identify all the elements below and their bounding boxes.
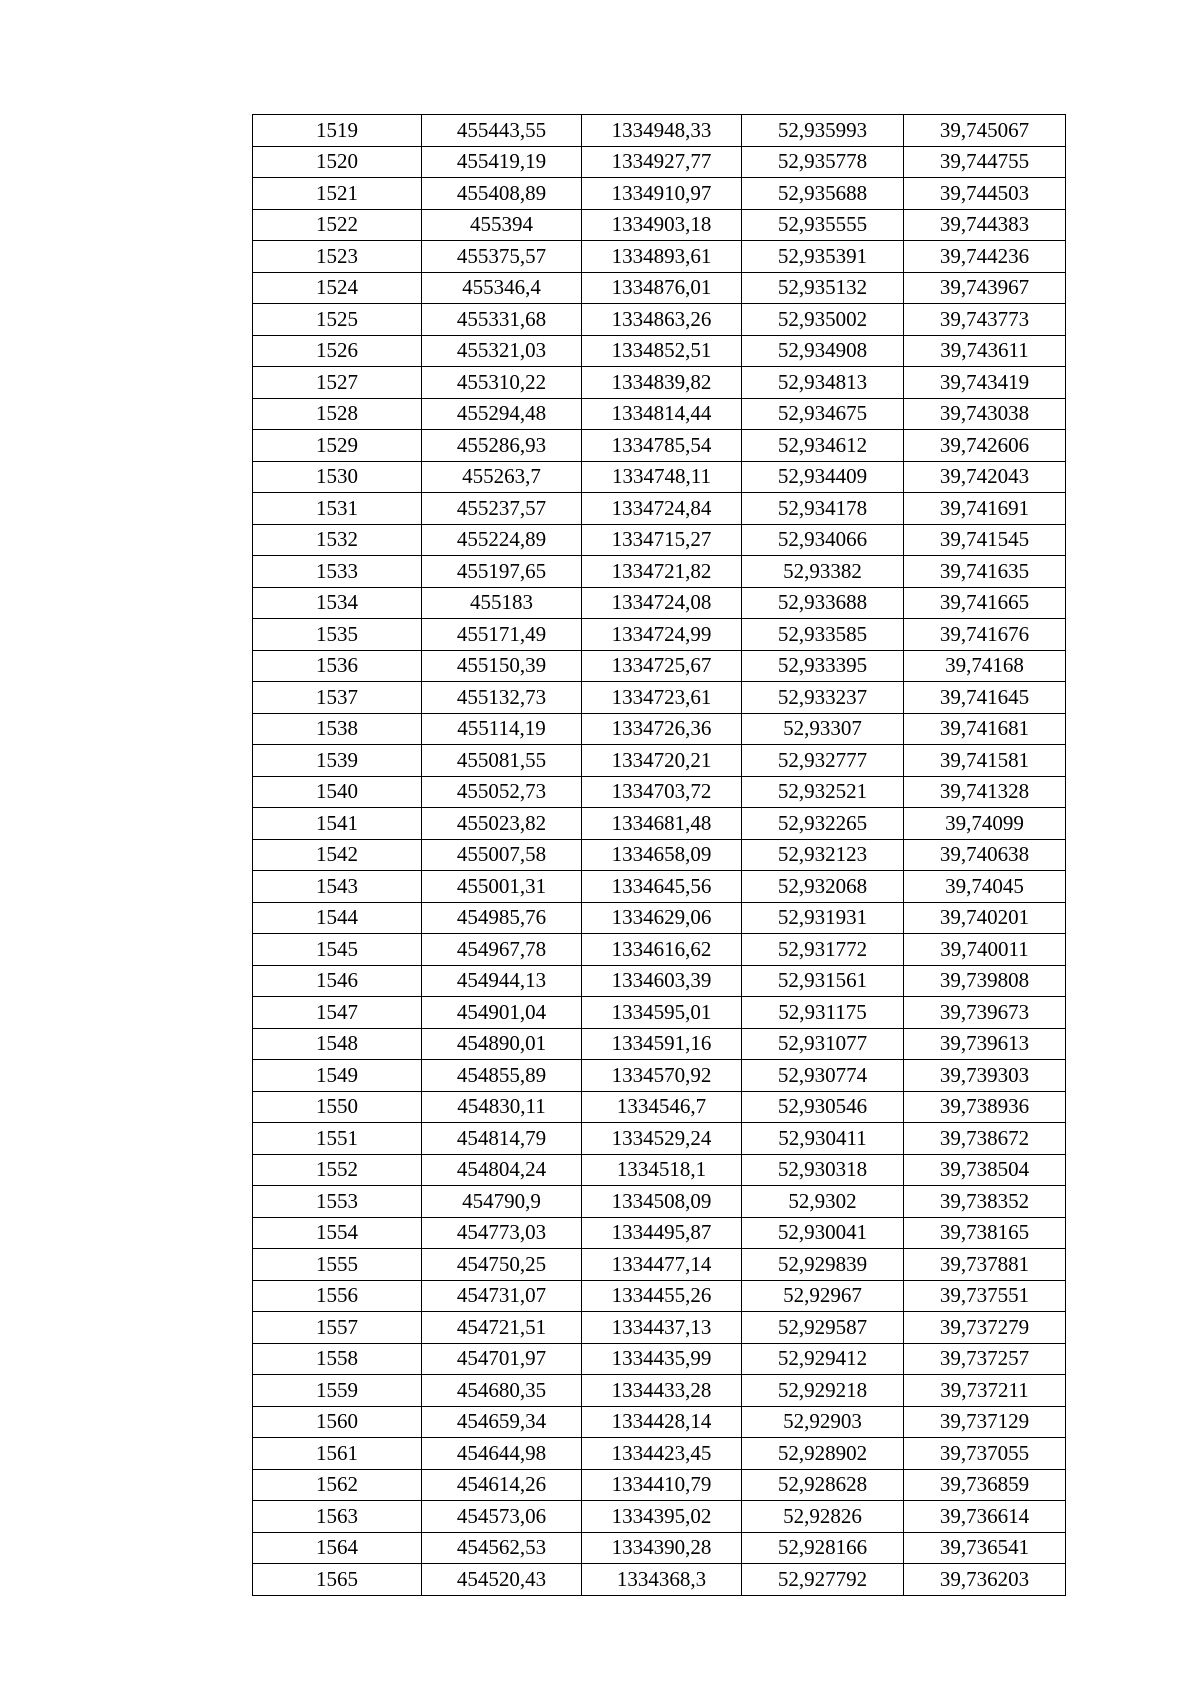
latitude-cell: 52,927792 [742, 1564, 904, 1596]
table-row [253, 335, 1066, 367]
x-coordinate-cell: 454967,78 [422, 934, 582, 966]
x-coordinate-cell: 455224,89 [422, 524, 582, 556]
table-row [253, 1564, 1066, 1596]
table-row [253, 1123, 1066, 1155]
point-number-cell: 1545 [253, 934, 422, 966]
point-number-cell: 1551 [253, 1123, 422, 1155]
x-coordinate-cell: 454855,89 [422, 1060, 582, 1092]
y-coordinate-cell: 1334724,08 [582, 587, 742, 619]
longitude-cell: 39,741676 [904, 619, 1066, 651]
point-number-cell: 1550 [253, 1091, 422, 1123]
y-coordinate-cell: 1334721,82 [582, 556, 742, 588]
table-row [253, 965, 1066, 997]
longitude-cell: 39,740638 [904, 839, 1066, 871]
table-row [253, 1091, 1066, 1123]
table-row [253, 619, 1066, 651]
y-coordinate-cell: 1334723,61 [582, 682, 742, 714]
latitude-cell: 52,934675 [742, 398, 904, 430]
longitude-cell: 39,744755 [904, 146, 1066, 178]
longitude-cell: 39,738936 [904, 1091, 1066, 1123]
longitude-cell: 39,737055 [904, 1438, 1066, 1470]
table-row [253, 1343, 1066, 1375]
y-coordinate-cell: 1334629,06 [582, 902, 742, 934]
point-number-cell: 1542 [253, 839, 422, 871]
longitude-cell: 39,744503 [904, 178, 1066, 210]
longitude-cell: 39,74045 [904, 871, 1066, 903]
longitude-cell: 39,741681 [904, 713, 1066, 745]
longitude-cell: 39,740011 [904, 934, 1066, 966]
point-number-cell: 1539 [253, 745, 422, 777]
longitude-cell: 39,741665 [904, 587, 1066, 619]
x-coordinate-cell: 455263,7 [422, 461, 582, 493]
latitude-cell: 52,932521 [742, 776, 904, 808]
table-row [253, 776, 1066, 808]
latitude-cell: 52,935555 [742, 209, 904, 241]
y-coordinate-cell: 1334863,26 [582, 304, 742, 336]
x-coordinate-cell: 455237,57 [422, 493, 582, 525]
table-row [253, 1438, 1066, 1470]
table-row [253, 1375, 1066, 1407]
point-number-cell: 1523 [253, 241, 422, 273]
y-coordinate-cell: 1334658,09 [582, 839, 742, 871]
y-coordinate-cell: 1334390,28 [582, 1532, 742, 1564]
y-coordinate-cell: 1334410,79 [582, 1469, 742, 1501]
x-coordinate-cell: 455394 [422, 209, 582, 241]
latitude-cell: 52,931772 [742, 934, 904, 966]
y-coordinate-cell: 1334715,27 [582, 524, 742, 556]
x-coordinate-cell: 455408,89 [422, 178, 582, 210]
longitude-cell: 39,738352 [904, 1186, 1066, 1218]
latitude-cell: 52,933585 [742, 619, 904, 651]
latitude-cell: 52,934066 [742, 524, 904, 556]
longitude-cell: 39,740201 [904, 902, 1066, 934]
y-coordinate-cell: 1334927,77 [582, 146, 742, 178]
latitude-cell: 52,933237 [742, 682, 904, 714]
point-number-cell: 1537 [253, 682, 422, 714]
x-coordinate-cell: 455331,68 [422, 304, 582, 336]
table-row [253, 1249, 1066, 1281]
y-coordinate-cell: 1334839,82 [582, 367, 742, 399]
longitude-cell: 39,737129 [904, 1406, 1066, 1438]
longitude-cell: 39,742043 [904, 461, 1066, 493]
latitude-cell: 52,932123 [742, 839, 904, 871]
table-row [253, 209, 1066, 241]
latitude-cell: 52,93307 [742, 713, 904, 745]
longitude-cell: 39,743038 [904, 398, 1066, 430]
longitude-cell: 39,738672 [904, 1123, 1066, 1155]
x-coordinate-cell: 455052,73 [422, 776, 582, 808]
x-coordinate-cell: 455321,03 [422, 335, 582, 367]
latitude-cell: 52,934178 [742, 493, 904, 525]
coordinates-table [252, 114, 1066, 1596]
table-row [253, 745, 1066, 777]
point-number-cell: 1541 [253, 808, 422, 840]
latitude-cell: 52,934908 [742, 335, 904, 367]
x-coordinate-cell: 455286,93 [422, 430, 582, 462]
latitude-cell: 52,934612 [742, 430, 904, 462]
longitude-cell: 39,741691 [904, 493, 1066, 525]
table-row [253, 997, 1066, 1029]
latitude-cell: 52,930318 [742, 1154, 904, 1186]
longitude-cell: 39,739303 [904, 1060, 1066, 1092]
y-coordinate-cell: 1334428,14 [582, 1406, 742, 1438]
latitude-cell: 52,9302 [742, 1186, 904, 1218]
table-row [253, 272, 1066, 304]
latitude-cell: 52,929587 [742, 1312, 904, 1344]
longitude-cell: 39,743419 [904, 367, 1066, 399]
latitude-cell: 52,935002 [742, 304, 904, 336]
x-coordinate-cell: 454830,11 [422, 1091, 582, 1123]
latitude-cell: 52,929412 [742, 1343, 904, 1375]
longitude-cell: 39,741328 [904, 776, 1066, 808]
table-row [253, 430, 1066, 462]
point-number-cell: 1540 [253, 776, 422, 808]
point-number-cell: 1547 [253, 997, 422, 1029]
table-row [253, 398, 1066, 430]
table-row [253, 304, 1066, 336]
y-coordinate-cell: 1334725,67 [582, 650, 742, 682]
x-coordinate-cell: 454944,13 [422, 965, 582, 997]
longitude-cell: 39,744236 [904, 241, 1066, 273]
y-coordinate-cell: 1334681,48 [582, 808, 742, 840]
table-row [253, 556, 1066, 588]
latitude-cell: 52,929839 [742, 1249, 904, 1281]
table-row [253, 493, 1066, 525]
y-coordinate-cell: 1334529,24 [582, 1123, 742, 1155]
x-coordinate-cell: 455132,73 [422, 682, 582, 714]
table-row [253, 524, 1066, 556]
longitude-cell: 39,737551 [904, 1280, 1066, 1312]
longitude-cell: 39,739613 [904, 1028, 1066, 1060]
x-coordinate-cell: 454985,76 [422, 902, 582, 934]
point-number-cell: 1525 [253, 304, 422, 336]
table-row [253, 1312, 1066, 1344]
x-coordinate-cell: 454644,98 [422, 1438, 582, 1470]
x-coordinate-cell: 455023,82 [422, 808, 582, 840]
point-number-cell: 1552 [253, 1154, 422, 1186]
x-coordinate-cell: 455346,4 [422, 272, 582, 304]
latitude-cell: 52,930041 [742, 1217, 904, 1249]
longitude-cell: 39,737279 [904, 1312, 1066, 1344]
y-coordinate-cell: 1334645,56 [582, 871, 742, 903]
longitude-cell: 39,744383 [904, 209, 1066, 241]
longitude-cell: 39,741545 [904, 524, 1066, 556]
latitude-cell: 52,931561 [742, 965, 904, 997]
y-coordinate-cell: 1334437,13 [582, 1312, 742, 1344]
point-number-cell: 1533 [253, 556, 422, 588]
latitude-cell: 52,928902 [742, 1438, 904, 1470]
x-coordinate-cell: 455001,31 [422, 871, 582, 903]
point-number-cell: 1553 [253, 1186, 422, 1218]
y-coordinate-cell: 1334903,18 [582, 209, 742, 241]
point-number-cell: 1532 [253, 524, 422, 556]
point-number-cell: 1531 [253, 493, 422, 525]
point-number-cell: 1527 [253, 367, 422, 399]
y-coordinate-cell: 1334595,01 [582, 997, 742, 1029]
longitude-cell: 39,739808 [904, 965, 1066, 997]
y-coordinate-cell: 1334455,26 [582, 1280, 742, 1312]
longitude-cell: 39,741645 [904, 682, 1066, 714]
latitude-cell: 52,92967 [742, 1280, 904, 1312]
point-number-cell: 1563 [253, 1501, 422, 1533]
y-coordinate-cell: 1334703,72 [582, 776, 742, 808]
longitude-cell: 39,74168 [904, 650, 1066, 682]
point-number-cell: 1555 [253, 1249, 422, 1281]
x-coordinate-cell: 454680,35 [422, 1375, 582, 1407]
y-coordinate-cell: 1334748,11 [582, 461, 742, 493]
point-number-cell: 1526 [253, 335, 422, 367]
table-row [253, 934, 1066, 966]
longitude-cell: 39,743773 [904, 304, 1066, 336]
longitude-cell: 39,738504 [904, 1154, 1066, 1186]
x-coordinate-cell: 455419,19 [422, 146, 582, 178]
point-number-cell: 1557 [253, 1312, 422, 1344]
table-row [253, 241, 1066, 273]
point-number-cell: 1524 [253, 272, 422, 304]
point-number-cell: 1544 [253, 902, 422, 934]
point-number-cell: 1535 [253, 619, 422, 651]
coordinates-table-body [253, 115, 1066, 1596]
x-coordinate-cell: 455114,19 [422, 713, 582, 745]
x-coordinate-cell: 454901,04 [422, 997, 582, 1029]
x-coordinate-cell: 454814,79 [422, 1123, 582, 1155]
x-coordinate-cell: 455310,22 [422, 367, 582, 399]
point-number-cell: 1521 [253, 178, 422, 210]
point-number-cell: 1538 [253, 713, 422, 745]
x-coordinate-cell: 454614,26 [422, 1469, 582, 1501]
x-coordinate-cell: 454562,53 [422, 1532, 582, 1564]
x-coordinate-cell: 454573,06 [422, 1501, 582, 1533]
y-coordinate-cell: 1334591,16 [582, 1028, 742, 1060]
x-coordinate-cell: 454721,51 [422, 1312, 582, 1344]
table-row [253, 1028, 1066, 1060]
latitude-cell: 52,930546 [742, 1091, 904, 1123]
longitude-cell: 39,737257 [904, 1343, 1066, 1375]
latitude-cell: 52,933688 [742, 587, 904, 619]
x-coordinate-cell: 455081,55 [422, 745, 582, 777]
y-coordinate-cell: 1334720,21 [582, 745, 742, 777]
point-number-cell: 1522 [253, 209, 422, 241]
point-number-cell: 1528 [253, 398, 422, 430]
table-row [253, 1406, 1066, 1438]
point-number-cell: 1519 [253, 115, 422, 147]
point-number-cell: 1560 [253, 1406, 422, 1438]
point-number-cell: 1559 [253, 1375, 422, 1407]
x-coordinate-cell: 454773,03 [422, 1217, 582, 1249]
longitude-cell: 39,736614 [904, 1501, 1066, 1533]
table-row [253, 178, 1066, 210]
latitude-cell: 52,928166 [742, 1532, 904, 1564]
point-number-cell: 1564 [253, 1532, 422, 1564]
table-row [253, 650, 1066, 682]
point-number-cell: 1543 [253, 871, 422, 903]
y-coordinate-cell: 1334433,28 [582, 1375, 742, 1407]
point-number-cell: 1534 [253, 587, 422, 619]
x-coordinate-cell: 454790,9 [422, 1186, 582, 1218]
latitude-cell: 52,934813 [742, 367, 904, 399]
y-coordinate-cell: 1334910,97 [582, 178, 742, 210]
latitude-cell: 52,930411 [742, 1123, 904, 1155]
longitude-cell: 39,736541 [904, 1532, 1066, 1564]
latitude-cell: 52,93382 [742, 556, 904, 588]
latitude-cell: 52,935778 [742, 146, 904, 178]
y-coordinate-cell: 1334893,61 [582, 241, 742, 273]
latitude-cell: 52,932265 [742, 808, 904, 840]
y-coordinate-cell: 1334616,62 [582, 934, 742, 966]
latitude-cell: 52,935132 [742, 272, 904, 304]
table-row [253, 1217, 1066, 1249]
latitude-cell: 52,931931 [742, 902, 904, 934]
x-coordinate-cell: 454890,01 [422, 1028, 582, 1060]
x-coordinate-cell: 454659,34 [422, 1406, 582, 1438]
y-coordinate-cell: 1334603,39 [582, 965, 742, 997]
x-coordinate-cell: 454701,97 [422, 1343, 582, 1375]
x-coordinate-cell: 455150,39 [422, 650, 582, 682]
table-row [253, 871, 1066, 903]
longitude-cell: 39,74099 [904, 808, 1066, 840]
y-coordinate-cell: 1334814,44 [582, 398, 742, 430]
y-coordinate-cell: 1334518,1 [582, 1154, 742, 1186]
latitude-cell: 52,92826 [742, 1501, 904, 1533]
x-coordinate-cell: 454804,24 [422, 1154, 582, 1186]
x-coordinate-cell: 454731,07 [422, 1280, 582, 1312]
latitude-cell: 52,935688 [742, 178, 904, 210]
y-coordinate-cell: 1334948,33 [582, 115, 742, 147]
y-coordinate-cell: 1334726,36 [582, 713, 742, 745]
table-row [253, 367, 1066, 399]
y-coordinate-cell: 1334852,51 [582, 335, 742, 367]
x-coordinate-cell: 455375,57 [422, 241, 582, 273]
table-row [253, 1501, 1066, 1533]
x-coordinate-cell: 455183 [422, 587, 582, 619]
x-coordinate-cell: 455171,49 [422, 619, 582, 651]
longitude-cell: 39,745067 [904, 115, 1066, 147]
y-coordinate-cell: 1334395,02 [582, 1501, 742, 1533]
longitude-cell: 39,737211 [904, 1375, 1066, 1407]
table-row [253, 1154, 1066, 1186]
longitude-cell: 39,741581 [904, 745, 1066, 777]
table-row [253, 115, 1066, 147]
point-number-cell: 1546 [253, 965, 422, 997]
y-coordinate-cell: 1334724,84 [582, 493, 742, 525]
point-number-cell: 1562 [253, 1469, 422, 1501]
longitude-cell: 39,736859 [904, 1469, 1066, 1501]
latitude-cell: 52,932068 [742, 871, 904, 903]
longitude-cell: 39,736203 [904, 1564, 1066, 1596]
y-coordinate-cell: 1334423,45 [582, 1438, 742, 1470]
longitude-cell: 39,743611 [904, 335, 1066, 367]
table-row [253, 587, 1066, 619]
latitude-cell: 52,933395 [742, 650, 904, 682]
latitude-cell: 52,932777 [742, 745, 904, 777]
latitude-cell: 52,934409 [742, 461, 904, 493]
latitude-cell: 52,931175 [742, 997, 904, 1029]
point-number-cell: 1565 [253, 1564, 422, 1596]
point-number-cell: 1558 [253, 1343, 422, 1375]
latitude-cell: 52,928628 [742, 1469, 904, 1501]
table-row [253, 1469, 1066, 1501]
y-coordinate-cell: 1334368,3 [582, 1564, 742, 1596]
point-number-cell: 1520 [253, 146, 422, 178]
table-row [253, 1280, 1066, 1312]
point-number-cell: 1561 [253, 1438, 422, 1470]
table-row [253, 146, 1066, 178]
y-coordinate-cell: 1334477,14 [582, 1249, 742, 1281]
latitude-cell: 52,935993 [742, 115, 904, 147]
x-coordinate-cell: 455443,55 [422, 115, 582, 147]
latitude-cell: 52,935391 [742, 241, 904, 273]
latitude-cell: 52,92903 [742, 1406, 904, 1438]
y-coordinate-cell: 1334495,87 [582, 1217, 742, 1249]
x-coordinate-cell: 454520,43 [422, 1564, 582, 1596]
table-row [253, 839, 1066, 871]
table-row [253, 1532, 1066, 1564]
point-number-cell: 1554 [253, 1217, 422, 1249]
y-coordinate-cell: 1334570,92 [582, 1060, 742, 1092]
point-number-cell: 1549 [253, 1060, 422, 1092]
latitude-cell: 52,930774 [742, 1060, 904, 1092]
y-coordinate-cell: 1334876,01 [582, 272, 742, 304]
y-coordinate-cell: 1334724,99 [582, 619, 742, 651]
y-coordinate-cell: 1334546,7 [582, 1091, 742, 1123]
point-number-cell: 1529 [253, 430, 422, 462]
point-number-cell: 1548 [253, 1028, 422, 1060]
longitude-cell: 39,742606 [904, 430, 1066, 462]
y-coordinate-cell: 1334435,99 [582, 1343, 742, 1375]
latitude-cell: 52,931077 [742, 1028, 904, 1060]
x-coordinate-cell: 455007,58 [422, 839, 582, 871]
table-row [253, 713, 1066, 745]
table-row [253, 461, 1066, 493]
longitude-cell: 39,743967 [904, 272, 1066, 304]
longitude-cell: 39,741635 [904, 556, 1066, 588]
table-row [253, 1060, 1066, 1092]
table-row [253, 682, 1066, 714]
point-number-cell: 1556 [253, 1280, 422, 1312]
x-coordinate-cell: 454750,25 [422, 1249, 582, 1281]
longitude-cell: 39,739673 [904, 997, 1066, 1029]
longitude-cell: 39,737881 [904, 1249, 1066, 1281]
table-row [253, 1186, 1066, 1218]
table-row [253, 902, 1066, 934]
point-number-cell: 1530 [253, 461, 422, 493]
y-coordinate-cell: 1334508,09 [582, 1186, 742, 1218]
x-coordinate-cell: 455197,65 [422, 556, 582, 588]
y-coordinate-cell: 1334785,54 [582, 430, 742, 462]
latitude-cell: 52,929218 [742, 1375, 904, 1407]
x-coordinate-cell: 455294,48 [422, 398, 582, 430]
point-number-cell: 1536 [253, 650, 422, 682]
longitude-cell: 39,738165 [904, 1217, 1066, 1249]
table-row [253, 808, 1066, 840]
